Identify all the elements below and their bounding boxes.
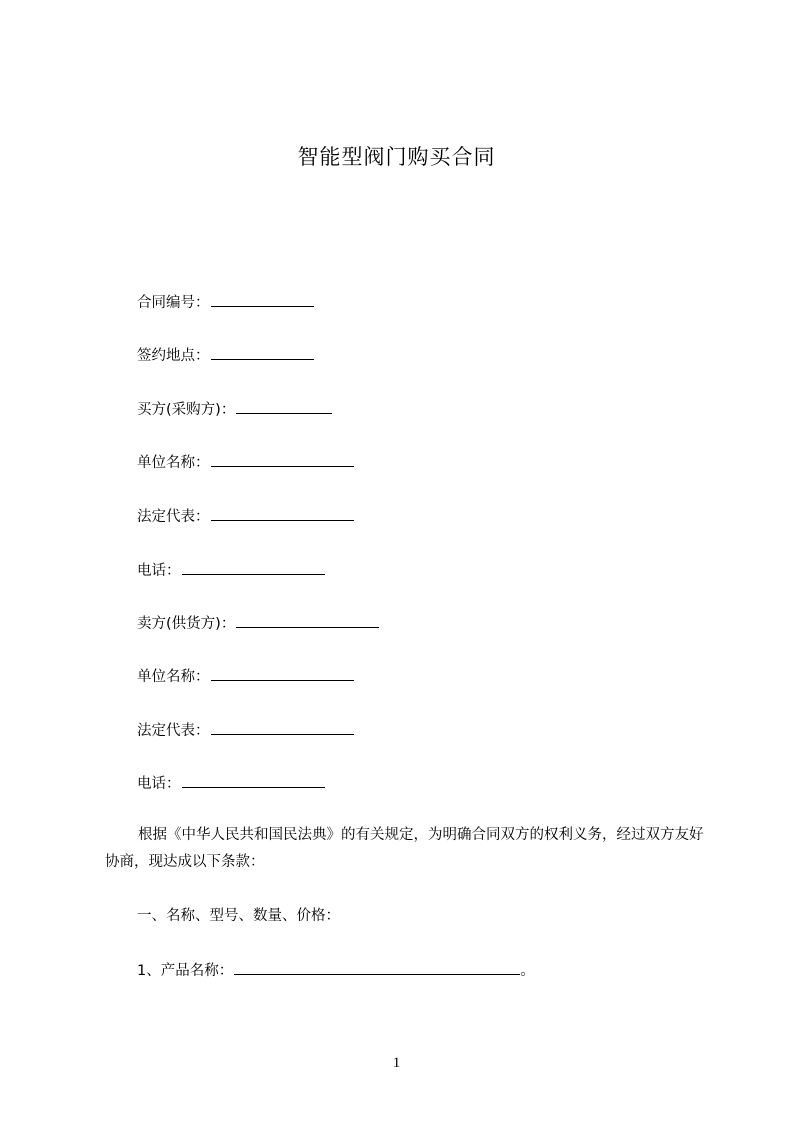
field-label: 单位名称： [137,669,210,685]
buyer-company-name-field [137,452,354,473]
field-label: 电话： [137,563,181,579]
fill-blank[interactable] [182,773,325,788]
field-label: 法定代表： [137,723,210,739]
fill-blank[interactable] [211,452,354,467]
buyer-legal-representative-field [137,506,354,527]
preamble-paragraph [105,822,705,876]
seller-legal-representative-field [137,720,354,741]
fill-blank[interactable] [211,720,354,735]
fill-blank[interactable] [211,292,314,307]
field-label: 买方(采购方)： [137,402,236,418]
fill-blank[interactable] [211,345,314,360]
fill-blank[interactable] [211,506,354,521]
product-name-field [137,960,535,981]
preamble-text: 根据《中华人民共和国民法典》的有关规定，为明确合同双方的权利义务，经过双方友好协商，现达成以下条款： [105,827,704,870]
field-label: 1、产品名称： [137,963,234,979]
fill-blank[interactable] [182,560,325,575]
seller-company-name-field [137,666,354,687]
signing-place-field [137,345,314,366]
field-label: 签约地点： [137,348,210,364]
fill-blank[interactable] [211,666,354,681]
seller-field [137,613,379,634]
field-label: 法定代表： [137,509,210,525]
fill-blank[interactable] [236,613,379,628]
buyer-phone-field [137,560,325,581]
page-number: 1 [392,1055,401,1071]
buyer-field [137,399,332,420]
fill-blank[interactable] [234,960,520,975]
field-label: 电话： [137,776,181,792]
field-label: 合同编号： [137,295,210,311]
contract-number-field [137,292,314,313]
field-label: 卖方(供货方)： [137,616,236,632]
seller-phone-field [137,773,325,794]
section-heading: 一、名称、型号、数量、价格： [137,908,340,924]
sentence-end: 。 [520,963,535,979]
field-label: 单位名称： [137,455,210,471]
document-title: 智能型阀门购买合同 [297,145,496,169]
fill-blank[interactable] [236,399,332,414]
